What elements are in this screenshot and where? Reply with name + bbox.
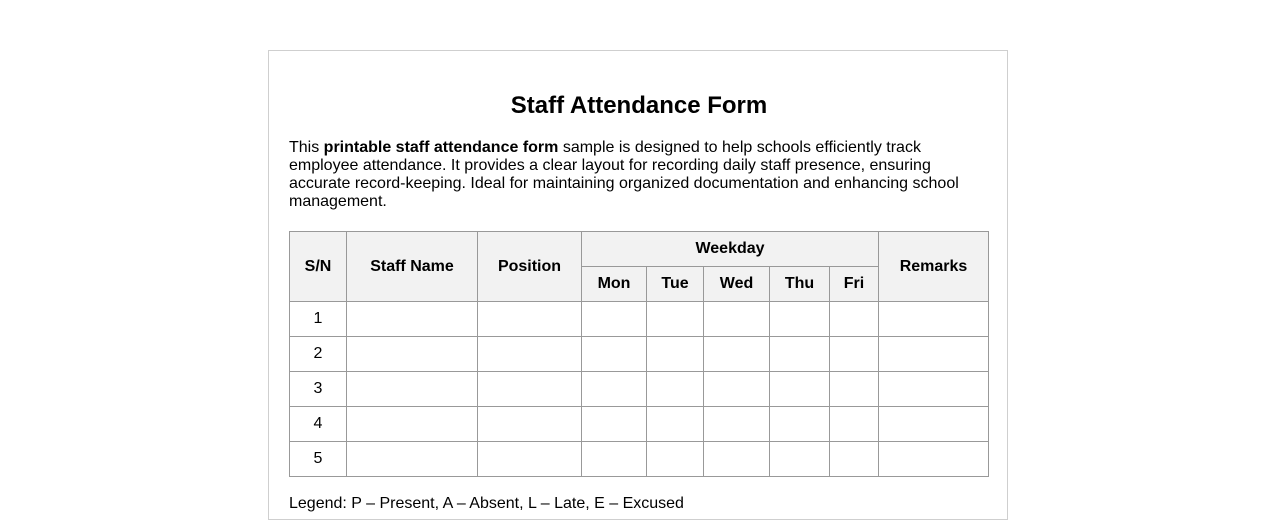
header-day-tue: Tue — [647, 267, 704, 302]
cell-position[interactable] — [478, 407, 582, 442]
cell-remarks[interactable] — [879, 337, 989, 372]
cell-position[interactable] — [478, 337, 582, 372]
header-staff-name: Staff Name — [347, 232, 478, 302]
header-day-fri: Fri — [830, 267, 879, 302]
intro-bold: printable staff attendance form — [323, 139, 559, 156]
cell-position[interactable] — [478, 372, 582, 407]
cell-tue[interactable] — [647, 337, 704, 372]
cell-mon[interactable] — [582, 302, 647, 337]
cell-mon[interactable] — [582, 442, 647, 477]
cell-wed[interactable] — [704, 407, 770, 442]
header-day-thu: Thu — [770, 267, 830, 302]
form-title: Staff Attendance Form — [510, 92, 768, 119]
cell-fri[interactable] — [830, 372, 879, 407]
attendance-table — [289, 231, 989, 477]
cell-thu[interactable] — [770, 407, 830, 442]
cell-position[interactable] — [478, 442, 582, 477]
table-row — [290, 407, 989, 442]
cell-remarks[interactable] — [879, 442, 989, 477]
cell-staff-name[interactable] — [347, 302, 478, 337]
cell-sn: 3 — [290, 372, 347, 407]
cell-tue[interactable] — [647, 302, 704, 337]
attendance-legend: Legend: P – Present, A – Absent, L – Late, E – Excused — [289, 495, 684, 512]
cell-wed[interactable] — [704, 302, 770, 337]
cell-sn: 2 — [290, 337, 347, 372]
header-remarks: Remarks — [879, 232, 989, 302]
cell-tue[interactable] — [647, 372, 704, 407]
cell-fri[interactable] — [830, 337, 879, 372]
cell-position[interactable] — [478, 302, 582, 337]
cell-sn: 1 — [290, 302, 347, 337]
intro-prefix: This — [289, 139, 324, 156]
cell-remarks[interactable] — [879, 372, 989, 407]
cell-sn: 5 — [290, 442, 347, 477]
cell-thu[interactable] — [770, 372, 830, 407]
cell-staff-name[interactable] — [347, 407, 478, 442]
cell-thu[interactable] — [770, 337, 830, 372]
cell-tue[interactable] — [647, 407, 704, 442]
cell-tue[interactable] — [647, 442, 704, 477]
cell-mon[interactable] — [582, 372, 647, 407]
table-row — [290, 442, 989, 477]
cell-mon[interactable] — [582, 337, 647, 372]
cell-remarks[interactable] — [879, 302, 989, 337]
cell-wed[interactable] — [704, 337, 770, 372]
header-weekday: Weekday — [582, 232, 879, 267]
header-day-mon: Mon — [582, 267, 647, 302]
cell-staff-name[interactable] — [347, 442, 478, 477]
header-sn: S/N — [290, 232, 347, 302]
attendance-form-page — [268, 50, 1008, 520]
cell-remarks[interactable] — [879, 407, 989, 442]
cell-fri[interactable] — [830, 302, 879, 337]
cell-wed[interactable] — [704, 442, 770, 477]
intro-suffix: sample is designed to help schools efficiently track employee attendance. It provides a clear layout for recording daily staff presence, ensuring accurate record-keeping. Ideal for maintaining organized documentation and enhancing school management. — [289, 139, 959, 210]
cell-thu[interactable] — [770, 302, 830, 337]
header-day-wed: Wed — [704, 267, 770, 302]
header-position: Position — [478, 232, 582, 302]
cell-fri[interactable] — [830, 442, 879, 477]
table-row — [290, 337, 989, 372]
table-row — [290, 372, 989, 407]
cell-staff-name[interactable] — [347, 337, 478, 372]
cell-wed[interactable] — [704, 372, 770, 407]
form-intro — [289, 139, 989, 211]
cell-sn: 4 — [290, 407, 347, 442]
cell-staff-name[interactable] — [347, 372, 478, 407]
cell-mon[interactable] — [582, 407, 647, 442]
cell-thu[interactable] — [770, 442, 830, 477]
table-row — [290, 302, 989, 337]
cell-fri[interactable] — [830, 407, 879, 442]
